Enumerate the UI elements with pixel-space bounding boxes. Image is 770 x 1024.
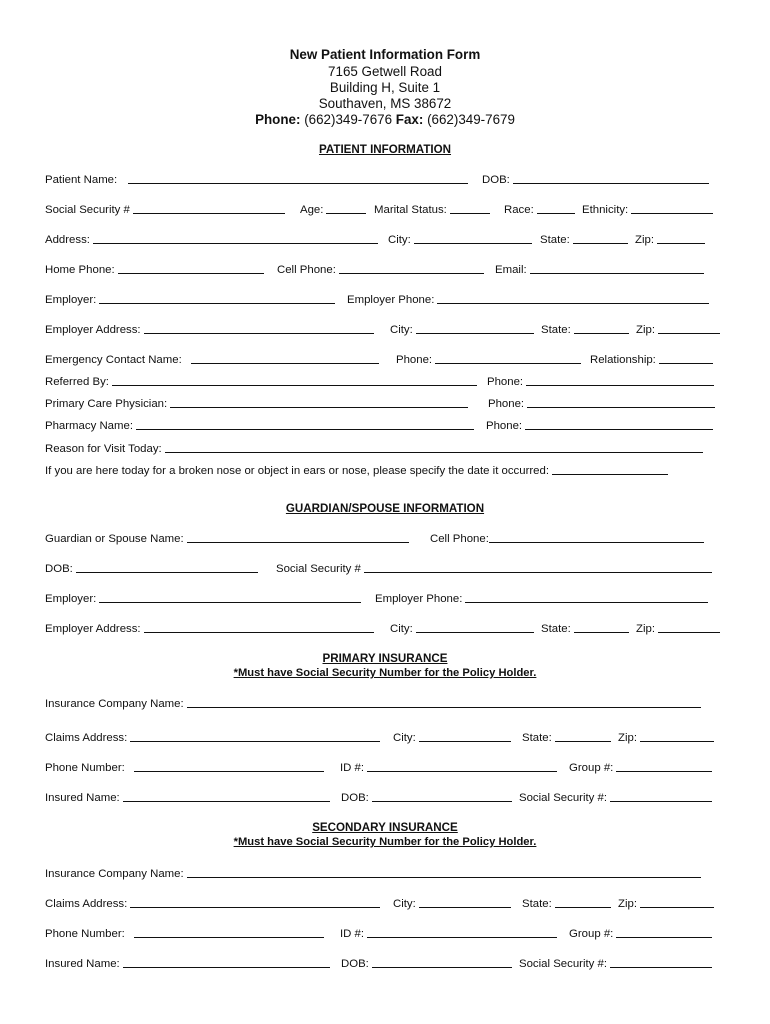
- phone-number: (662)349-7676: [304, 112, 393, 127]
- reason-label: Reason for Visit Today:: [45, 443, 162, 455]
- primary-phone-line[interactable]: [134, 761, 324, 772]
- patient-zip-label: Zip:: [635, 234, 654, 246]
- pcp-phone-label: Phone:: [488, 398, 525, 410]
- secondary-company-line[interactable]: [187, 867, 701, 878]
- secondary-phone-line[interactable]: [134, 927, 324, 938]
- secondary-id-field[interactable]: [340, 927, 557, 940]
- patient-section-heading: PATIENT INFORMATION: [318, 143, 452, 156]
- patient-employer-state-line[interactable]: [574, 323, 629, 334]
- patient-zip-field[interactable]: [635, 233, 705, 246]
- phone-fax-line: [0, 112, 770, 128]
- phone-label: Phone:: [255, 112, 301, 127]
- primary-city-field[interactable]: [393, 731, 511, 744]
- patient-state-line[interactable]: [573, 233, 628, 244]
- referred-by-line[interactable]: [112, 375, 477, 386]
- primary-phone-label: Phone Number:: [45, 762, 125, 774]
- patient-address-label: Address:: [45, 234, 90, 246]
- pharmacy-field[interactable]: [45, 419, 474, 432]
- primary-state-line[interactable]: [555, 731, 611, 742]
- patient-employer-state-field[interactable]: [541, 323, 629, 336]
- patient-race-field[interactable]: [504, 203, 575, 216]
- primary-insured-dob-field[interactable]: [341, 791, 512, 804]
- guardian-ssn-field[interactable]: [276, 562, 712, 575]
- primary-id-line[interactable]: [367, 761, 557, 772]
- guardian-employer-phone-field[interactable]: [375, 592, 708, 605]
- secondary-claims-address-field[interactable]: [45, 897, 380, 910]
- patient-employer-zip-label: Zip:: [636, 324, 655, 336]
- primary-insurance-heading: PRIMARY INSURANCE: [322, 652, 448, 665]
- guardian-employer-phone-label: Employer Phone:: [375, 593, 463, 605]
- guardian-name-label: Guardian or Spouse Name:: [45, 533, 184, 545]
- secondary-city-field[interactable]: [393, 897, 511, 910]
- patient-dob-field[interactable]: [482, 173, 709, 186]
- secondary-id-label: ID #:: [340, 928, 365, 940]
- patient-ethnicity-label: Ethnicity:: [582, 204, 629, 216]
- referred-by-label: Referred By:: [45, 376, 109, 388]
- patient-ssn-field[interactable]: [45, 203, 285, 216]
- relationship-field[interactable]: [590, 353, 713, 366]
- secondary-zip-line[interactable]: [640, 897, 714, 908]
- guardian-employer-phone-line[interactable]: [465, 592, 708, 603]
- patient-employer-field[interactable]: [45, 293, 335, 306]
- secondary-id-line[interactable]: [367, 927, 557, 938]
- guardian-name-line[interactable]: [187, 532, 409, 543]
- email-field[interactable]: [495, 263, 704, 276]
- referred-phone-line[interactable]: [526, 375, 714, 386]
- emergency-phone-line[interactable]: [435, 353, 581, 364]
- guardian-zip-field[interactable]: [636, 622, 720, 635]
- referred-phone-field[interactable]: [487, 375, 714, 388]
- broken-nose-label: If you are here today for a broken nose or object in ears or nose, please specify the date it occurred:: [45, 465, 550, 477]
- secondary-state-line[interactable]: [555, 897, 611, 908]
- primary-zip-field[interactable]: [618, 731, 714, 744]
- patient-city-field[interactable]: [388, 233, 532, 246]
- secondary-zip-label: Zip:: [618, 898, 637, 910]
- secondary-company-field[interactable]: [45, 867, 701, 880]
- pcp-phone-field[interactable]: [488, 397, 715, 410]
- patient-state-label: State:: [540, 234, 570, 246]
- cell-phone-label: Cell Phone:: [277, 264, 336, 276]
- emergency-contact-line[interactable]: [191, 353, 379, 364]
- guardian-zip-label: Zip:: [636, 623, 655, 635]
- patient-employer-zip-field[interactable]: [636, 323, 720, 336]
- patient-employer-zip-line[interactable]: [658, 323, 720, 334]
- secondary-insured-dob-label: DOB:: [341, 958, 369, 970]
- secondary-group-label: Group #:: [569, 928, 614, 940]
- patient-marital-label: Marital Status:: [374, 204, 447, 216]
- patient-zip-line[interactable]: [657, 233, 705, 244]
- guardian-employer-address-line[interactable]: [144, 622, 374, 633]
- home-phone-label: Home Phone:: [45, 264, 115, 276]
- patient-city-line[interactable]: [414, 233, 532, 244]
- secondary-insurance-note: *Must have Social Security Number for the Policy Holder.: [233, 836, 537, 848]
- patient-age-label: Age:: [300, 204, 324, 216]
- guardian-employer-address-field[interactable]: [45, 622, 374, 635]
- patient-ssn-label: Social Security #: [45, 204, 130, 216]
- patient-dob-line[interactable]: [513, 173, 709, 184]
- pharmacy-line[interactable]: [136, 419, 474, 430]
- patient-employer-label: Employer:: [45, 294, 97, 306]
- primary-insured-dob-label: DOB:: [341, 792, 369, 804]
- address-line-1: 7165 Getwell Road: [328, 64, 442, 79]
- primary-state-label: State:: [522, 732, 552, 744]
- secondary-insured-ssn-field[interactable]: [519, 957, 712, 970]
- pharmacy-label: Pharmacy Name:: [45, 420, 133, 432]
- emergency-phone-field[interactable]: [396, 353, 581, 366]
- patient-race-line[interactable]: [537, 203, 575, 214]
- reason-field[interactable]: [45, 442, 703, 455]
- guardian-city-field[interactable]: [390, 622, 534, 635]
- primary-insured-ssn-field[interactable]: [519, 791, 712, 804]
- emergency-contact-label: Emergency Contact Name:: [45, 354, 182, 366]
- guardian-state-field[interactable]: [541, 622, 629, 635]
- guardian-employer-label: Employer:: [45, 593, 97, 605]
- guardian-dob-label: DOB:: [45, 563, 73, 575]
- referred-phone-label: Phone:: [487, 376, 524, 388]
- secondary-zip-field[interactable]: [618, 897, 714, 910]
- patient-employer-city-line[interactable]: [416, 323, 534, 334]
- guardian-state-label: State:: [541, 623, 571, 635]
- primary-insured-name-label: Insured Name:: [45, 792, 120, 804]
- guardian-ssn-label: Social Security #: [276, 563, 361, 575]
- guardian-employer-line[interactable]: [99, 592, 361, 603]
- secondary-insured-ssn-line[interactable]: [610, 957, 712, 968]
- primary-group-label: Group #:: [569, 762, 614, 774]
- pharmacy-phone-line[interactable]: [525, 419, 713, 430]
- patient-ethnicity-field[interactable]: [582, 203, 713, 216]
- guardian-cell-field[interactable]: [430, 532, 704, 545]
- guardian-dob-line[interactable]: [76, 562, 258, 573]
- guardian-name-field[interactable]: [45, 532, 409, 545]
- pcp-line[interactable]: [170, 397, 468, 408]
- secondary-insured-dob-line[interactable]: [372, 957, 512, 968]
- guardian-employer-field[interactable]: [45, 592, 361, 605]
- patient-employer-phone-field[interactable]: [347, 293, 709, 306]
- patient-employer-phone-label: Employer Phone:: [347, 294, 435, 306]
- pcp-phone-line[interactable]: [527, 397, 715, 408]
- secondary-insured-dob-field[interactable]: [341, 957, 512, 970]
- secondary-state-label: State:: [522, 898, 552, 910]
- primary-insured-name-field[interactable]: [45, 791, 330, 804]
- patient-employer-city-label: City:: [390, 324, 413, 336]
- guardian-dob-field[interactable]: [45, 562, 258, 575]
- email-label: Email:: [495, 264, 527, 276]
- patient-employer-state-label: State:: [541, 324, 571, 336]
- secondary-claims-address-line[interactable]: [130, 897, 380, 908]
- primary-state-field[interactable]: [522, 731, 611, 744]
- secondary-insurance-heading: SECONDARY INSURANCE: [312, 821, 458, 834]
- secondary-claims-address-label: Claims Address:: [45, 898, 128, 910]
- patient-ssn-line[interactable]: [133, 203, 285, 214]
- guardian-city-line[interactable]: [416, 622, 534, 633]
- pharmacy-phone-label: Phone:: [486, 420, 523, 432]
- home-phone-line[interactable]: [118, 263, 264, 274]
- primary-group-field[interactable]: [569, 761, 712, 774]
- primary-id-field[interactable]: [340, 761, 557, 774]
- guardian-cell-label: Cell Phone:: [430, 533, 489, 545]
- patient-employer-line[interactable]: [99, 293, 335, 304]
- guardian-state-line[interactable]: [574, 622, 629, 633]
- patient-address-field[interactable]: [45, 233, 378, 246]
- patient-name-line[interactable]: [128, 173, 468, 184]
- city-state-zip: Southaven, MS 38672: [318, 96, 452, 111]
- cell-phone-field[interactable]: [277, 263, 484, 276]
- reason-line[interactable]: [165, 442, 703, 453]
- primary-claims-address-field[interactable]: [45, 731, 380, 744]
- patient-name-field[interactable]: [45, 173, 468, 186]
- patient-age-field[interactable]: [300, 203, 366, 216]
- guardian-cell-line[interactable]: [489, 532, 704, 543]
- primary-company-label: Insurance Company Name:: [45, 698, 184, 710]
- secondary-group-field[interactable]: [569, 927, 712, 940]
- relationship-label: Relationship:: [590, 354, 656, 366]
- secondary-insured-name-line[interactable]: [123, 957, 330, 968]
- patient-employer-address-field[interactable]: [45, 323, 374, 336]
- primary-insurance-note: *Must have Social Security Number for the Policy Holder.: [233, 667, 537, 679]
- fax-number: (662)349-7679: [427, 112, 515, 127]
- secondary-company-label: Insurance Company Name:: [45, 868, 184, 880]
- home-phone-field[interactable]: [45, 263, 264, 276]
- patient-employer-address-label: Employer Address:: [45, 324, 141, 336]
- primary-id-label: ID #:: [340, 762, 365, 774]
- patient-ethnicity-line[interactable]: [631, 203, 713, 214]
- referred-by-field[interactable]: [45, 375, 477, 388]
- patient-employer-city-field[interactable]: [390, 323, 534, 336]
- guardian-zip-line[interactable]: [658, 622, 720, 633]
- primary-zip-label: Zip:: [618, 732, 637, 744]
- primary-insured-ssn-label: Social Security #:: [519, 792, 607, 804]
- primary-company-line[interactable]: [187, 697, 701, 708]
- fax-label: Fax:: [395, 112, 424, 127]
- patient-race-label: Race:: [504, 204, 534, 216]
- secondary-city-label: City:: [393, 898, 416, 910]
- secondary-insured-name-field[interactable]: [45, 957, 330, 970]
- emergency-phone-label: Phone:: [396, 354, 433, 366]
- secondary-state-field[interactable]: [522, 897, 611, 910]
- relationship-line[interactable]: [659, 353, 713, 364]
- patient-state-field[interactable]: [540, 233, 628, 246]
- guardian-city-label: City:: [390, 623, 413, 635]
- primary-claims-address-line[interactable]: [130, 731, 380, 742]
- emergency-contact-field[interactable]: [45, 353, 379, 366]
- secondary-phone-field[interactable]: [45, 927, 324, 940]
- patient-dob-label: DOB:: [482, 174, 510, 186]
- patient-employer-phone-line[interactable]: [437, 293, 709, 304]
- patient-city-label: City:: [388, 234, 411, 246]
- patient-name-label: Patient Name:: [45, 174, 118, 186]
- address-line-2: Building H, Suite 1: [329, 80, 441, 95]
- guardian-section-heading: GUARDIAN/SPOUSE INFORMATION: [285, 502, 485, 515]
- secondary-insured-ssn-label: Social Security #:: [519, 958, 607, 970]
- primary-claims-address-label: Claims Address:: [45, 732, 128, 744]
- secondary-group-line[interactable]: [616, 927, 712, 938]
- cell-phone-line[interactable]: [339, 263, 484, 274]
- primary-insured-name-line[interactable]: [123, 791, 330, 802]
- patient-address-line[interactable]: [93, 233, 378, 244]
- secondary-insured-name-label: Insured Name:: [45, 958, 120, 970]
- patient-employer-address-line[interactable]: [144, 323, 374, 334]
- primary-city-label: City:: [393, 732, 416, 744]
- primary-company-field[interactable]: [45, 697, 701, 710]
- primary-insured-dob-line[interactable]: [372, 791, 512, 802]
- broken-nose-field[interactable]: [45, 464, 668, 477]
- email-line[interactable]: [530, 263, 704, 274]
- primary-city-line[interactable]: [419, 731, 511, 742]
- patient-age-line[interactable]: [326, 203, 366, 214]
- patient-marital-field[interactable]: [374, 203, 490, 216]
- secondary-phone-label: Phone Number:: [45, 928, 125, 940]
- secondary-city-line[interactable]: [419, 897, 511, 908]
- pharmacy-phone-field[interactable]: [486, 419, 713, 432]
- pcp-field[interactable]: [45, 397, 468, 410]
- guardian-employer-address-label: Employer Address:: [45, 623, 141, 635]
- patient-marital-line[interactable]: [450, 203, 490, 214]
- primary-phone-field[interactable]: [45, 761, 324, 774]
- primary-group-line[interactable]: [616, 761, 712, 772]
- broken-nose-line[interactable]: [552, 464, 668, 475]
- primary-zip-line[interactable]: [640, 731, 714, 742]
- pcp-label: Primary Care Physician:: [45, 398, 168, 410]
- form-title: New Patient Information Form: [289, 47, 481, 62]
- primary-insured-ssn-line[interactable]: [610, 791, 712, 802]
- guardian-ssn-line[interactable]: [364, 562, 712, 573]
